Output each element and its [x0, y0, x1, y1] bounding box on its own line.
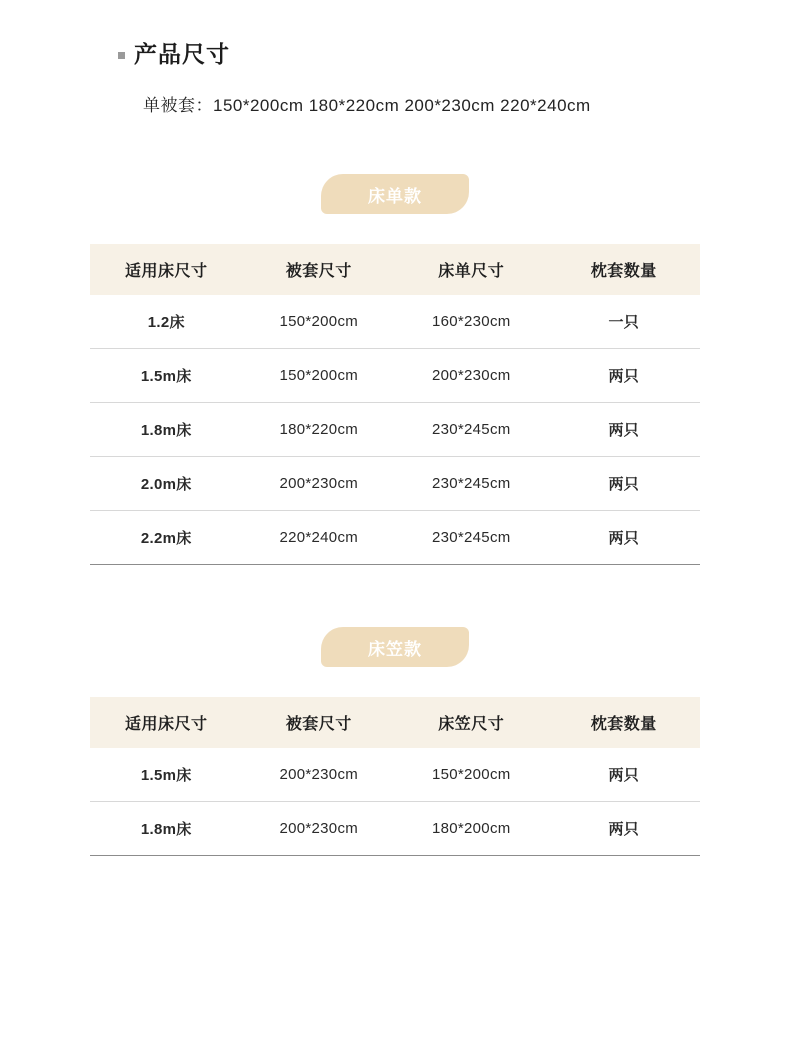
bullet-square-icon — [118, 52, 125, 59]
cell-sheet-size: 230*245cm — [395, 457, 548, 511]
cell-duvet-size: 180*220cm — [243, 403, 396, 457]
table-row — [90, 457, 700, 511]
column-header-duvet-size: 被套尺寸 — [243, 244, 396, 295]
table-body — [90, 295, 700, 565]
cell-duvet-size: 200*230cm — [243, 457, 396, 511]
cell-bed-size: 1.8m床 — [90, 403, 243, 457]
table-row — [90, 349, 700, 403]
cell-duvet-size: 200*230cm — [243, 802, 396, 856]
cell-fitted-size: 180*200cm — [395, 802, 548, 856]
ribbon-container-fittedsheet — [0, 627, 790, 667]
cell-bed-size: 2.0m床 — [90, 457, 243, 511]
table-header-row — [90, 244, 700, 295]
table-row — [90, 295, 700, 349]
cell-bed-size: 1.2床 — [90, 295, 243, 349]
table-row — [90, 511, 700, 565]
cell-sheet-size: 230*245cm — [395, 511, 548, 565]
spacer — [0, 214, 790, 244]
ribbon-container-bedsheet — [0, 174, 790, 214]
cell-duvet-size: 150*200cm — [243, 295, 396, 349]
table-row — [90, 802, 700, 856]
cell-duvet-size: 200*230cm — [243, 748, 396, 802]
cell-bed-size: 1.5m床 — [90, 349, 243, 403]
cell-duvet-size: 150*200cm — [243, 349, 396, 403]
table-header — [90, 244, 700, 295]
cell-sheet-size: 230*245cm — [395, 403, 548, 457]
size-table-fittedsheet — [90, 697, 700, 856]
page-title: 产品尺寸 — [134, 41, 230, 67]
column-header-bed-size: 适用床尺寸 — [90, 244, 243, 295]
cell-pillowcase-count: 两只 — [548, 511, 701, 565]
spacer — [0, 667, 790, 697]
spacer — [0, 116, 790, 174]
table-row — [90, 403, 700, 457]
ribbon-badge — [321, 174, 469, 214]
column-header-fitted-size: 床笠尺寸 — [395, 697, 548, 748]
cell-bed-size: 1.5m床 — [90, 748, 243, 802]
ribbon-label: 床笠款 — [368, 639, 422, 659]
spec-summary-line: 单被套：150*200cm 180*220cm 200*230cm 220*240cm — [143, 96, 591, 115]
ribbon-badge — [321, 627, 469, 667]
table-header-row — [90, 697, 700, 748]
cell-pillowcase-count: 两只 — [548, 349, 701, 403]
section-heading — [118, 36, 790, 69]
cell-sheet-size: 200*230cm — [395, 349, 548, 403]
cell-pillowcase-count: 一只 — [548, 295, 701, 349]
column-header-duvet-size: 被套尺寸 — [243, 697, 396, 748]
cell-bed-size: 1.8m床 — [90, 802, 243, 856]
cell-bed-size: 2.2m床 — [90, 511, 243, 565]
size-table-bedsheet — [90, 244, 700, 565]
cell-duvet-size: 220*240cm — [243, 511, 396, 565]
spacer — [0, 565, 790, 627]
table-body — [90, 748, 700, 856]
column-header-bed-size: 适用床尺寸 — [90, 697, 243, 748]
table-header — [90, 697, 700, 748]
column-header-sheet-size: 床单尺寸 — [395, 244, 548, 295]
table-row — [90, 748, 700, 802]
cell-sheet-size: 160*230cm — [395, 295, 548, 349]
cell-pillowcase-count: 两只 — [548, 403, 701, 457]
cell-pillowcase-count: 两只 — [548, 748, 701, 802]
column-header-pillowcase-count: 枕套数量 — [548, 697, 701, 748]
ribbon-label: 床单款 — [368, 186, 422, 206]
column-header-pillowcase-count: 枕套数量 — [548, 244, 701, 295]
cell-pillowcase-count: 两只 — [548, 457, 701, 511]
cell-fitted-size: 150*200cm — [395, 748, 548, 802]
cell-pillowcase-count: 两只 — [548, 802, 701, 856]
